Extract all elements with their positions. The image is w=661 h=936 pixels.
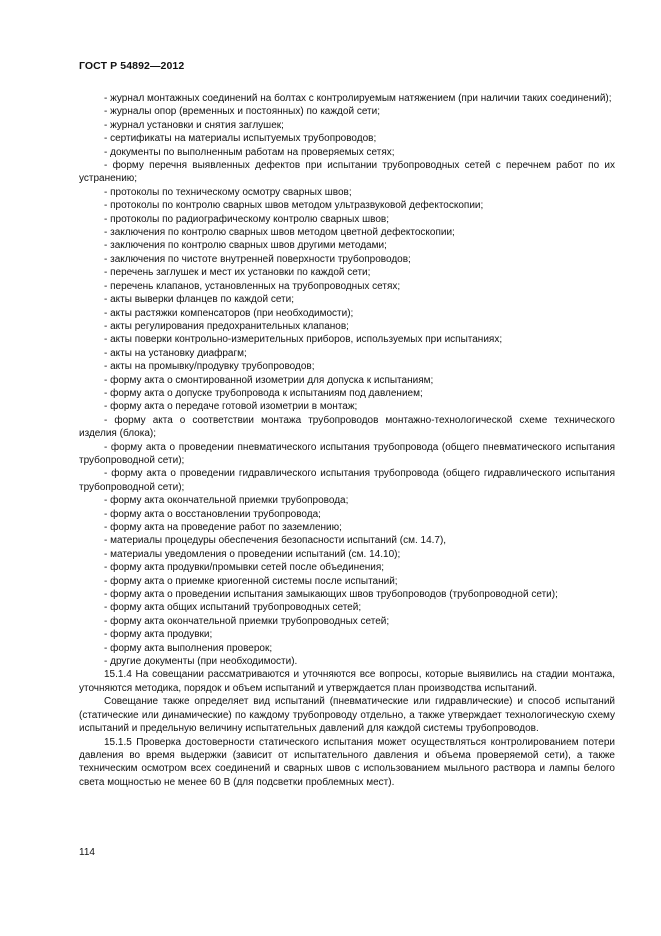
list-item: - материалы уведомления о проведении испытаний (см. 14.10); — [104, 548, 401, 560]
list-item: - заключения по контролю сварных швов методом цветной дефектоскопии; — [104, 227, 455, 239]
list-item: - форму акта о проведении испытания замыкающих швов трубопроводов (трубопроводной сети); — [104, 589, 558, 601]
list-item: - форму перечня выявленных дефектов при испытании трубопроводных сетей с перечнем работ по их устранению; — [79, 160, 615, 185]
list-item: - форму акта продувки; — [104, 629, 213, 641]
list-item: - протоколы по контролю сварных швов методом ультразвуковой дефектоскопии; — [104, 200, 484, 212]
list-item: - перечень клапанов, установленных на трубопроводных сетях; — [104, 280, 401, 292]
list-item: - форму акта о допуске трубопровода к испытаниям под давлением; — [104, 387, 423, 399]
list-item: - акты выверки фланцев по каждой сети; — [104, 294, 294, 306]
list-item: - журналы опор (временных и постоянных) по каждой сети; — [104, 106, 380, 118]
document-body — [79, 92, 615, 789]
list-item: - акты растяжки компенсаторов (при необходимости); — [104, 307, 354, 319]
list-item: - журнал монтажных соединений на болтах с контролируемым натяжением (при наличии таких соединений); — [104, 93, 612, 104]
list-item: - протоколы по радиографическому контролю сварных швов; — [104, 213, 389, 225]
list-item: - форму акта о передаче готовой изометрии в монтаж; — [104, 401, 358, 413]
list-item: - форму акта о соответствии монтажа трубопроводов монтажно-технологической схеме технического изделия (блока); — [79, 414, 615, 440]
page-number: 114 — [79, 847, 95, 858]
list-item: - материалы процедуры обеспечения безопасности испытаний (см. 14.7), — [104, 535, 447, 547]
list-item: - форму акта продувки/промывки сетей после объединения; — [104, 562, 385, 574]
list-item: - форму акта выполнения проверок; — [104, 642, 273, 654]
list-item: - журнал установки и снятия заглушек; — [104, 119, 284, 131]
list-item: - сертификаты на материалы испытуемых трубопроводов; — [104, 133, 377, 145]
list-item: - форму акта общих испытаний трубопроводных сетей; — [104, 602, 362, 614]
list-item: - акты на установку диафрагм; — [104, 347, 247, 359]
list-item: - заключения по чистоте внутренней поверхности трубопроводов; — [104, 253, 411, 265]
list-item: - форму акта о приемке криогенной системы после испытаний; — [104, 575, 398, 587]
list-item: - акты на промывку/продувку трубопроводов; — [104, 361, 315, 373]
list-item: - акты регулирования предохранительных клапанов; — [104, 320, 349, 332]
list-item: - форму акта о проведении гидравлического испытания трубопровода (общего гидравлического испытания трубопроводной сети); — [79, 468, 615, 493]
list-item: - перечень заглушек и мест их установки по каждой сети; — [104, 267, 371, 279]
list-item: - заключения по контролю сварных швов другими методами; — [104, 240, 387, 252]
paragraph-meeting: Совещание также определяет вид испытаний (пневматические или гидравлические) и способ испытаний (статические или динамические) по каждому трубопроводу отдельно, а также утверждает технологическую схему испытаний и предельную величину испытательных давлений для каждой системы трубопроводов. — [79, 696, 615, 735]
list-item: - документы по выполненным работам на проверяемых сетях; — [104, 146, 395, 158]
list-item: - форму акта окончательной приемки трубопроводных сетей; — [104, 615, 390, 627]
list-item: - акты поверки контрольно-измерительных приборов, используемых при испытаниях; — [104, 334, 503, 346]
list-item: - форму акта окончательной приемки трубопровода; — [104, 495, 349, 507]
list-item: - протоколы по техническому осмотру сварных швов; — [104, 186, 352, 198]
list-item: - форму акта о восстановлении трубопровода; — [104, 508, 321, 520]
list-item: - другие документы (при необходимости). — [104, 656, 298, 668]
list-item: - форму акта о проведении пневматического испытания трубопровода (общего пневматического испытания трубопроводной сети); — [79, 441, 615, 466]
list-item: - форму акта о смонтированной изометрии для допуска к испытаниям; — [104, 374, 434, 386]
list-item: - форму акта на проведение работ по заземлению; — [104, 522, 342, 533]
paragraph-15-1-5: 15.1.5 Проверка достоверности статического испытания может осуществляться контролированием потери давления во время выдержки (зависит от испытательного давления и объема проверяемой сети), а также техническим осмотром всех соединений и сварных швов с использованием мыльного раствора и лампы белого света мощностью не менее 60 В (для подсветки проблемных мест). — [79, 736, 615, 788]
page-header: ГОСТ Р 54892—2012 — [79, 60, 185, 72]
paragraph-15-1-4: 15.1.4 На совещании рассматриваются и уточняются все вопросы, которые выявились на стадии монтажа, уточняются методика, порядок и объем испытаний и утверждается план производства испытаний. — [79, 669, 615, 694]
